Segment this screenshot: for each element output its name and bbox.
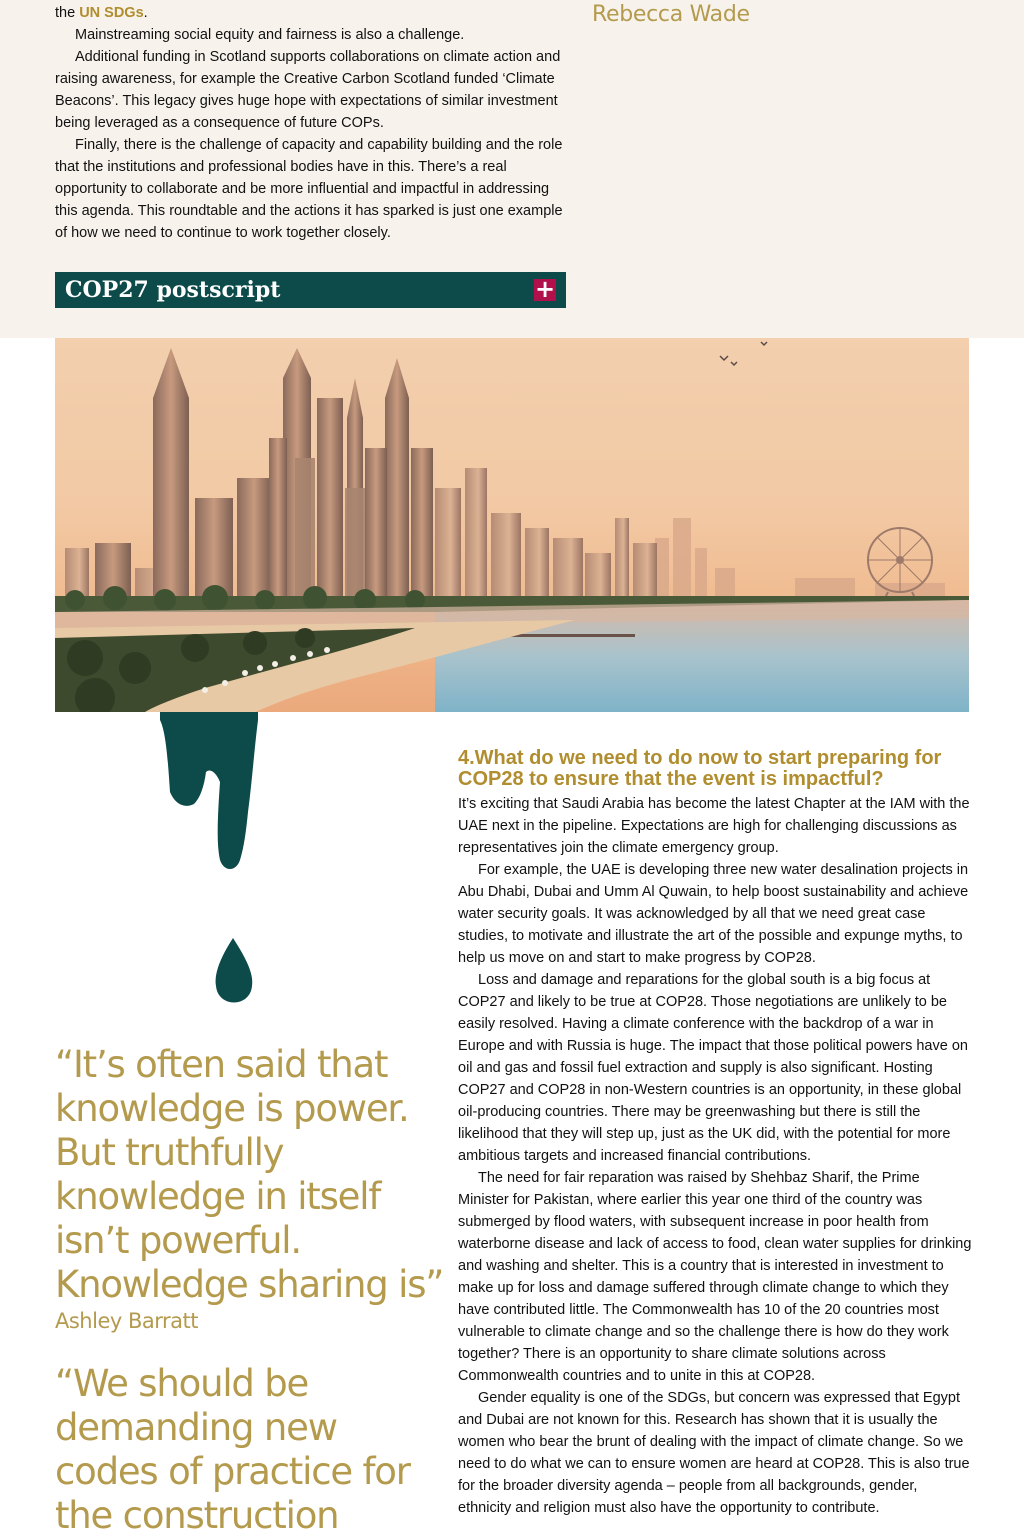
- section-4-paragraph: For example, the UAE is developing three new water desalination projects in Abu Dhabi, Dubai and Umm Al Quwain, to help boost sustainability and achieve water security goals. It was acknowledged by all that we need great case studies, to motivate and illustrate the art of the possible and expunge myths, to help us move on and start to make progress by COP28.: [458, 862, 969, 966]
- quote-author: Ashley Barratt: [55, 1309, 198, 1333]
- pull-quote-knowledge: “It’s often said that knowledge is power. But truthfully knowledge in itself isn’t powerful. Knowledge sharing is”: [55, 1043, 444, 1306]
- top-paragraph: Additional funding in Scotland supports collaborations on climate action and raising awareness, for example the Creative Carbon Scotland funded ‘Climate Beacons’. This legacy gives huge hope with expectations of similar investment being leveraged as a consequence of future COPs.: [55, 49, 561, 131]
- top-first-line: the UN SDGs.: [55, 5, 148, 21]
- section-4-paragraph: Gender equality is one of the SDGs, but concern was expressed that Egypt and Dubai are not known for this. Research has shown that it is usually the women who bear the brunt of dealing with the impact of climate change. So we need to do what we can to ensure women are heard at COP28. This is also true for the broader diversity agenda – people from all backgrounds, gender, ethnicity and religion must also have the opportunity to contribute.: [458, 1390, 970, 1516]
- pull-quote-codes: “We should be demanding new codes of practice for the construction: [55, 1362, 410, 1537]
- top-paragraph: Mainstreaming social equity and fairness is also a challenge.: [75, 27, 465, 43]
- section-4-paragraph: The need for fair reparation was raised by Shehbaz Sharif, the Prime Minister for Pakistan, where earlier this year one third of the country was submerged by flood waters, with subsequent increase in poor health from waterborne disease and lack of access to food, clean water supplies for drinking and washing and shelter. This is a country that is interested in investment to make up for loss and damage suffered through climate change to which they have contributed little. The Commonwealth has 10 of the 20 countries most vulnerable to climate change and so the challenge there is how do they work together? There is an opportunity to share climate solutions across Commonwealth countries and to unite in this at COP28.: [458, 1170, 972, 1384]
- author-name: Rebecca Wade: [592, 2, 750, 27]
- paint-drip-graphic: [160, 712, 260, 1012]
- expand-plus-icon[interactable]: +: [534, 275, 556, 303]
- top-article-column: [55, 2, 567, 244]
- section-4-heading: 4.What do we need to do now to start preparing for COP28 to ensure that the event is impactful?: [458, 747, 942, 790]
- cop27-postscript-bar[interactable]: [55, 272, 566, 308]
- section-4-paragraph: Loss and damage and reparations for the global south is a big focus at COP27 and likely to be true at COP28. Those negotiations are unlikely to be easily resolved. Having a climate conference with the backdrop of a war in Europe and with Russia is huge. The impact that those political powers have on oil and gas and fossil fuel extraction and supply is also significant. Hosting COP27 and COP28 in non-Western countries is an opportunity, in these global oil-producing countries. There may be greenwashing but there is still the likelihood that they will step up, just as the UK did, with the potential for more ambitious targets and increased financial contributions.: [458, 972, 968, 1164]
- top-paragraph: Finally, there is the challenge of capacity and capability building and the role that the institutions and professional bodies have in this. There’s a real opportunity to collaborate and be more influential and impactful in addressing this agenda. This roundtable and the actions it has sparked is just one example of how we need to continue to work together closely.: [55, 137, 563, 241]
- section-4-paragraph: It’s exciting that Saudi Arabia has become the latest Chapter at the IAM with the UAE next in the pipeline. Expectations are high for challenging discussions as representatives join the climate emergency group.: [458, 796, 970, 856]
- section-4-column: [458, 748, 972, 1519]
- cop27-postscript-title: COP27 postscript: [65, 277, 281, 303]
- dubai-skyline-image: [55, 338, 969, 712]
- un-sdgs-link[interactable]: UN SDGs: [79, 5, 144, 21]
